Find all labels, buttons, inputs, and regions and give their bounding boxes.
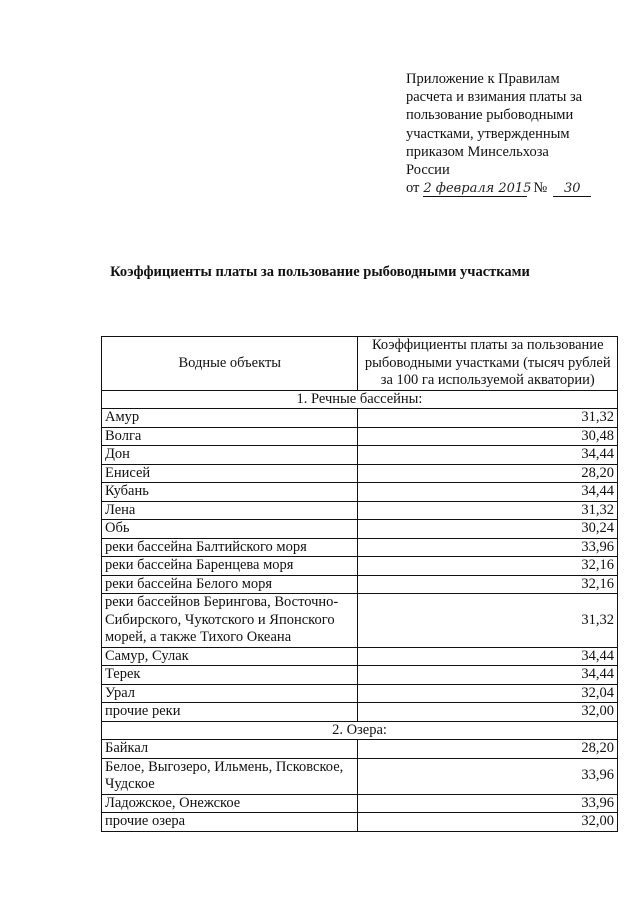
appendix-line: России [406,162,450,179]
table-row [102,501,618,520]
water-object-name: реки бассейнов Берингова, Восточно-Сибирского, Чукотского и Японского морей, а также Тихого Океана [102,594,358,648]
order-reference [406,179,621,197]
section-row [102,721,618,740]
table-row [102,684,618,703]
appendix-line: приказом Минсельхоза [406,143,549,160]
table-row [102,740,618,759]
table-row [102,813,618,832]
coefficient-value: 28,20 [358,740,618,759]
header-water-objects: Водные объекты [102,337,358,391]
water-object-name: Енисей [102,464,358,483]
appendix-line: Приложение к Правилам [406,71,560,87]
coefficient-value: 32,16 [358,557,618,576]
appendix-block [406,70,621,197]
coefficient-value: 34,44 [358,483,618,502]
water-object-name: реки бассейна Баренцева моря [102,557,358,576]
appendix-line: расчета и взимания платы за [406,89,583,106]
table-row [102,557,618,576]
handwritten-date: 2 февраля 2015 [423,181,532,197]
number-label: № [533,180,548,197]
coefficient-value: 33,96 [358,538,618,557]
water-object-name: Ладожское, Онежское [102,794,358,813]
coefficient-value: 34,44 [358,647,618,666]
header-coefficients: Коэффициенты платы за пользование рыбоводными участками (тысяч рублей за 100 га используемой акватории) [358,337,618,391]
water-object-name: прочие озера [102,813,358,832]
coefficient-value: 34,44 [358,666,618,685]
table-row [102,758,618,794]
appendix-line: пользование рыбоводными [406,107,574,124]
table-row [102,520,618,539]
coefficient-value: 31,32 [358,501,618,520]
water-object-name: Обь [102,520,358,539]
table-row [102,794,618,813]
table-row [102,464,618,483]
table-row [102,409,618,428]
table-row [102,647,618,666]
water-object-name: Терек [102,666,358,685]
coefficient-value: 31,32 [358,594,618,648]
water-object-name: прочие реки [102,703,358,722]
table-row [102,703,618,722]
water-object-name: Лена [102,501,358,520]
coefficients-table [101,336,618,832]
water-object-name: реки бассейна Балтийского моря [102,538,358,557]
coefficient-value: 32,04 [358,684,618,703]
page-title: Коэффициенты платы за пользование рыбоводными участками [110,264,530,280]
coefficient-value: 33,96 [358,758,618,794]
table-row [102,483,618,502]
water-object-name: Урал [102,684,358,703]
section-title: 2. Озера: [102,721,618,740]
water-object-name: Самур, Сулак [102,647,358,666]
table-body [102,337,618,832]
coefficient-value: 31,32 [358,409,618,428]
coefficient-value: 32,00 [358,813,618,832]
section-title: 1. Речные бассейны: [102,390,618,409]
table-row [102,575,618,594]
from-label: от [406,180,420,197]
table-row [102,538,618,557]
water-object-name: реки бассейна Белого моря [102,575,358,594]
handwritten-number: 30 [553,181,591,197]
coefficient-value: 32,16 [358,575,618,594]
coefficient-value: 34,44 [358,446,618,465]
appendix-line: участками, утвержденным [406,125,570,142]
water-object-name: Дон [102,446,358,465]
water-object-name: Байкал [102,740,358,759]
coefficient-value: 30,24 [358,520,618,539]
section-row [102,390,618,409]
coefficient-value: 30,48 [358,427,618,446]
coefficient-value: 28,20 [358,464,618,483]
water-object-name: Волга [102,427,358,446]
table-row [102,446,618,465]
table-header-row [102,337,618,391]
table-row [102,427,618,446]
table-row [102,666,618,685]
coefficient-value: 32,00 [358,703,618,722]
coefficient-value: 33,96 [358,794,618,813]
water-object-name: Кубань [102,483,358,502]
water-object-name: Амур [102,409,358,428]
table-row [102,594,618,648]
water-object-name: Белое, Выгозеро, Ильмень, Псковское, Чудское [102,758,358,794]
